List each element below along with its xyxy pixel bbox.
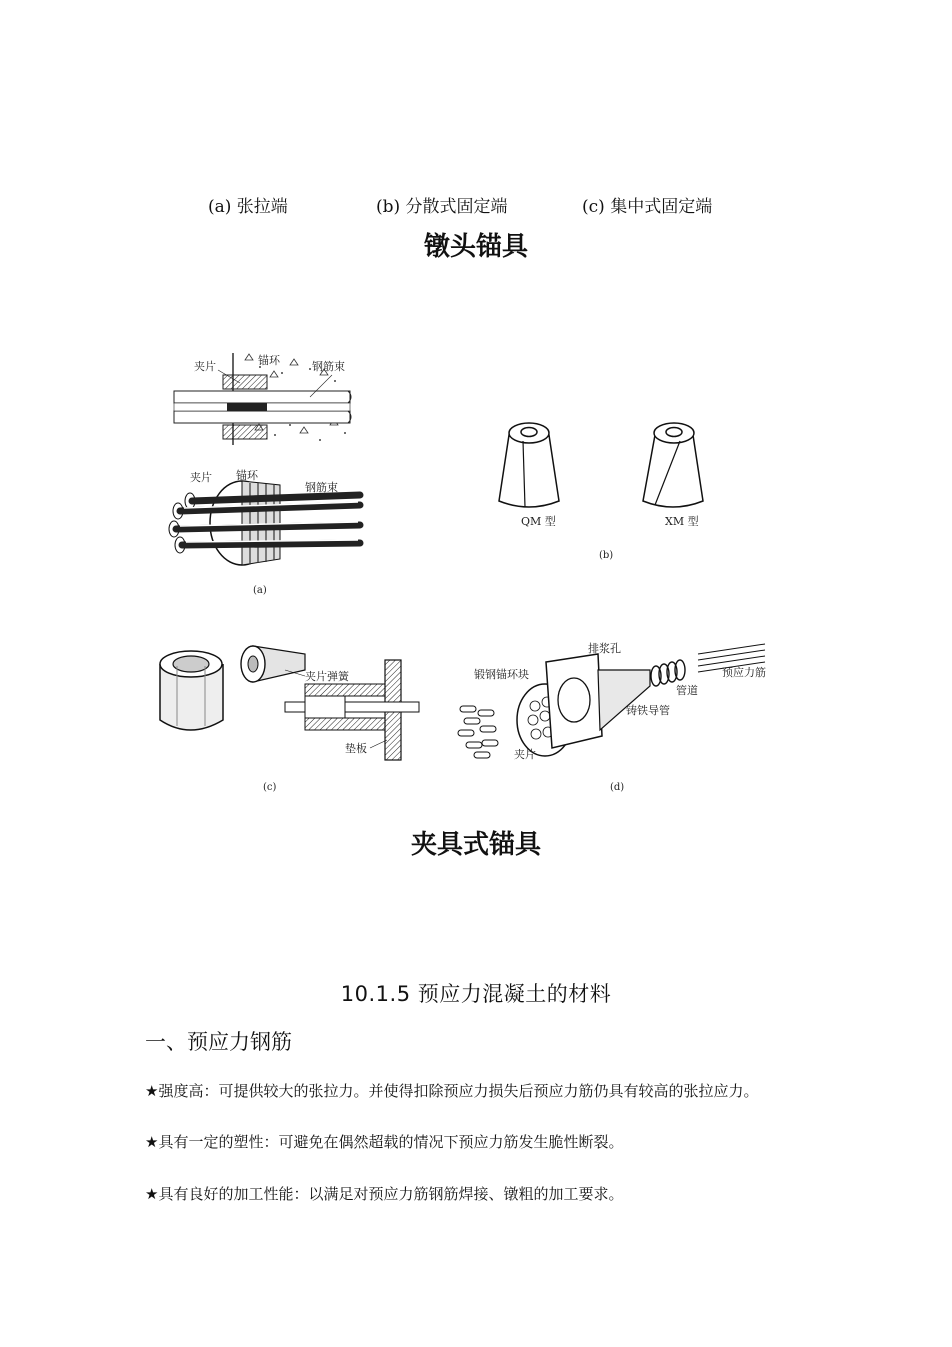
- subheading: 一、预应力钢筋: [145, 1030, 292, 1054]
- figure-b: [495, 415, 725, 565]
- figure-a: [150, 345, 370, 605]
- bullet-strength: ★强度高：可提供较大的张拉力。并使得扣除预应力损失后预应力筋仍具有较高的张拉应力。: [145, 1082, 759, 1100]
- label-ring-2: 锚环: [236, 469, 258, 482]
- label-ring: 锚环: [258, 354, 280, 367]
- label-tendon: 预应力筋: [722, 666, 766, 679]
- bullet-plasticity: ★具有一定的塑性：可避免在偶然超载的情况下预应力筋发生脆性断裂。: [145, 1133, 624, 1151]
- label-bundle-2: 钢筋束: [305, 481, 338, 494]
- figure-c: [155, 640, 425, 800]
- label-clip-d: 夹片: [514, 748, 536, 761]
- label-xm: XM 型: [665, 515, 699, 528]
- upset-anchor-title: 镦头锚具: [423, 232, 528, 262]
- figure-d: [450, 640, 780, 800]
- caption-b: (b) 分散式固定端: [376, 197, 508, 217]
- label-grout-hole: 排浆孔: [588, 642, 621, 655]
- label-spring: 夹片弹簧: [305, 670, 349, 683]
- caption-fig-a: (a): [253, 585, 267, 596]
- label-plate: 垫板: [345, 742, 367, 755]
- caption-fig-c: (c): [263, 782, 277, 793]
- label-cast-pipe: 铸铁导管: [626, 704, 670, 717]
- label-duct: 管道: [676, 684, 698, 697]
- label-clip-2: 夹片: [190, 471, 212, 484]
- bullet-workability: ★具有良好的加工性能：以满足对预应力筋钢筋焊接、镦粗的加工要求。: [145, 1185, 624, 1203]
- label-bundle: 钢筋束: [312, 360, 345, 373]
- label-qm: QM 型: [521, 515, 556, 528]
- label-clip: 夹片: [194, 360, 216, 373]
- caption-a: (a) 张拉端: [208, 197, 288, 217]
- label-forged-ring: 锻钢锚环块: [474, 668, 529, 681]
- caption-c: (c) 集中式固定端: [582, 197, 713, 217]
- caption-fig-b: (b): [599, 550, 614, 561]
- caption-fig-d: (d): [610, 782, 625, 793]
- clamp-anchor-title: 夹具式锚具: [410, 830, 541, 860]
- section-title: 10.1.5 预应力混凝土的材料: [340, 982, 612, 1006]
